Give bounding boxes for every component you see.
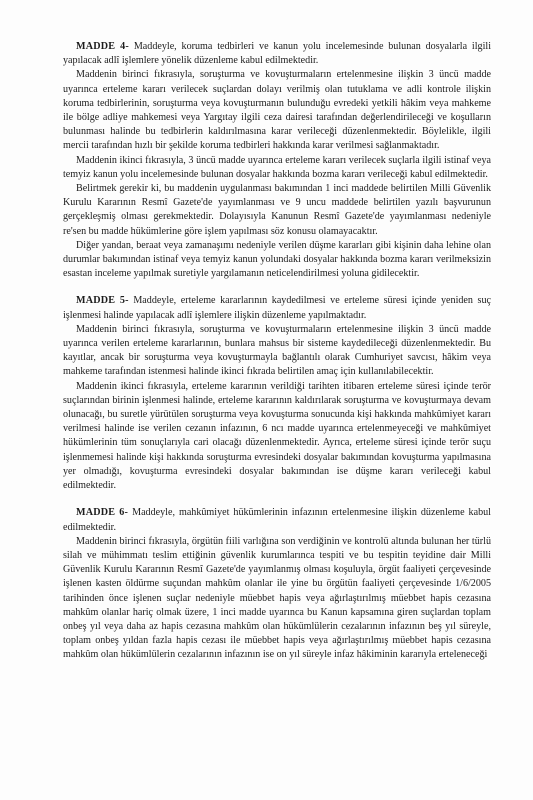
madde-6-heading: MADDE 6- — [76, 507, 129, 519]
madde-6-section — [63, 506, 491, 662]
madde-6-paragraph-1: Maddenin birinci fıkrasıyla, örgütün fiili varlığına son verdiğinin ve kontrolü altında bulunan her türlü silah ve mühimmatı teslim ettiğinin güvenlik kurumlarınca tespiti ve bu tespitin teyidine dair Milli Güvenlik Kurulu Kararının Resmî Gazete'de yayımlanmış olması koşuluyla, örgüt faaliyeti çerçevesinde işlenen kasten öldürme suçundan mahkûm olanlar ile yine bu örgütün faaliyeti çerçevesinde 1/6/2005 tarihinden önce işlenen suçlar nedeniyle müebbet hapis veya ağırlaştırılmış müebbet hapis cezasına mahkûm olanlar hariç olmak üzere, 1 inci madde uyarınca bu Kanun kapsamına giren suçlardan toplam onbeş yıl veya daha az hapis cezasına mahkûm olan hükümlülerin cezalarının infazının beş yıl süreyle, toplam onbeş yıldan fazla hapis cezası ile müebbet hapis veya ağırlaştırılmış müebbet hapis cezasına mahkûm olan hükümlülerin cezalarının infazının ise on yıl süreyle infaz hâkiminin kararıyla erteleneceği — [63, 535, 491, 661]
madde-5-section — [63, 294, 491, 493]
madde-5-heading: MADDE 5- — [76, 295, 129, 307]
madde-4-paragraph-4: Diğer yandan, beraat veya zamanaşımı nedeniyle verilen düşme kararları gibi kişinin daha lehine olan durumlar bakımından istinaf veya temyiz kanun yolundaki dosyalar hakkında bozma kararı verilmeksizin esastan inceleme yapılmak suretiyle yargılamanın neticelendirilmesi yoluna gidilecektir. — [63, 239, 491, 280]
madde-6-intro-text: Maddeyle, mahkûmiyet hükümlerinin infazının ertelenmesine ilişkin düzenleme kabul edilmektedir. — [63, 507, 491, 533]
madde-5-intro — [63, 294, 491, 322]
madde-4-section — [63, 40, 491, 281]
madde-5-intro-text: Maddeyle, erteleme kararlarının kaydedilmesi ve erteleme süresi içinde yeniden suç işlenmesi halinde yapılacak adlî işlemlere ilişkin düzenleme yapılmaktadır. — [63, 295, 491, 321]
madde-4-intro-text: Maddeyle, koruma tedbirleri ve kanun yolu incelemesinde bulunan dosyalarla ilgili yapılacak adlî işlemlere yönelik düzenleme kabul edilmektedir. — [63, 41, 491, 67]
madde-4-intro — [63, 40, 491, 68]
madde-6-intro — [63, 506, 491, 534]
madde-5-paragraph-1: Maddenin birinci fıkrasıyla, soruşturma ve kovuşturmaların ertelenmesine ilişkin 3 üncü madde uyarınca verilen erteleme kararlarının, bunlara mahsus bir sisteme kaydedileceği düzenlenmektedir. Bu kayıtlar, ancak bir soruşturma veya kovuşturmayla bağlantılı olarak Cumhuriyet savcısı, hâkim veya mahkeme tarafından istenmesi halinde ikinci fıkrada belirtilen amaç için kullanılabilecektir. — [63, 323, 491, 378]
madde-4-paragraph-2: Maddenin ikinci fıkrasıyla, 3 üncü madde uyarınca erteleme kararı verilecek suçlarla ilgili istinaf veya temyiz kanun yolu incelemesinde bulunan dosyalar hakkında bozma kararı verileceği kabul edilmektedir. — [63, 154, 491, 180]
madde-4-heading: MADDE 4- — [76, 41, 129, 52]
madde-4-paragraph-3: Belirtmek gerekir ki, bu maddenin uygulanması bakımından 1 inci maddede belirtilen Milli Güvenlik Kurulu Kararının Resmî Gazete'de yayımlanması ve 9 uncu maddede belirtilen yazılı başvurunun gerçekleşmiş olması gerekmektedir. Dolayısıyla Kanunun Resmî Gazete'de yayımlanması nedeniyle re'sen bu madde hükümlerine göre işlem yapılması söz konusu olamayacaktır. — [63, 183, 491, 237]
madde-5-paragraph-2: Maddenin ikinci fıkrasıyla, erteleme kararının verildiği tarihten itibaren erteleme süresi içinde terör suçlarından birinin işlenmesi halinde, erteleme kararının kaldırılarak soruşturma ve kovuşturmaya devam olunacağı, bu suretle yürütülen soruşturma veya kovuşturma sonucunda kişi hakkında mahkûmiyet kararı verilmesi halinde ise verilen cezanın infazının, 6 ncı madde uyarınca ertelenmeyeceği ve mahkûmiyet hükümlerinin tüm sonuçlarıyla cari olacağı düzenlenmektedir. Ayrıca, erteleme süresi içinde terör suçu işlenmemesi halinde kişi hakkında soruşturma evresindeki dosyalar bakımından kovuşturma yapılmasına yer olmadığı, kovuşturma evresindeki dosyalar bakımından ise düşme kararı verileceği kabul edilmektedir. — [63, 380, 491, 492]
madde-4-paragraph-1: Maddenin birinci fıkrasıyla, soruşturma ve kovuşturmaların ertelenmesine ilişkin 3 üncü madde uyarınca erteleme kararı verilecek suçlardan dolayı verilmiş olan tutuklama ve adli kontrole ilişkin koruma tedbirlerinin, soruşturma veya kovuşturmanın bulunduğu evredeki yetkili hâkim veya mahkeme ile bölge adliye mahkemesi veya Yargıtay ilgili ceza dairesi tarafından değerlendirileceği ve koşulların bulunması halinde bu tedbirlerin kaldırılmasına karar verileceği düzenlenmektedir. Böylelikle, ilgili mercii tarafından hızlı bir şekilde koruma tedbirleri hakkında karar verilmesi sağlanmaktadır. — [63, 69, 491, 152]
